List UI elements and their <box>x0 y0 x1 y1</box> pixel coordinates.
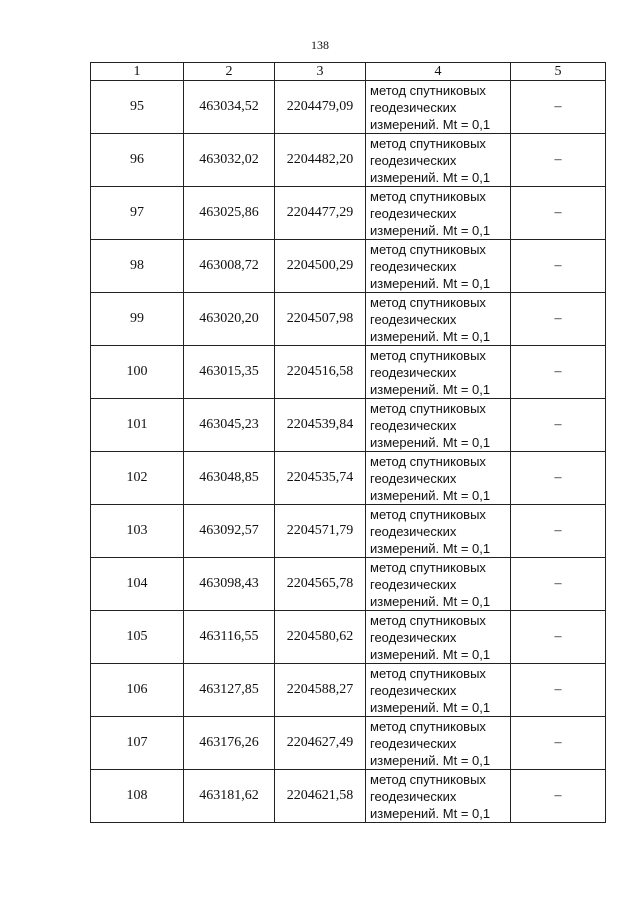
y-coordinate-cell: 2204565,78 <box>275 558 366 611</box>
x-coordinate-cell: 463034,52 <box>184 81 275 134</box>
method-cell: метод спутниковых геодезических измерений. Mt = 0,1 <box>366 134 511 187</box>
x-coordinate-cell: 463092,57 <box>184 505 275 558</box>
point-number-cell: 102 <box>91 452 184 505</box>
header-row <box>91 63 606 81</box>
point-number-cell: 108 <box>91 770 184 823</box>
method-cell: метод спутниковых геодезических измерений. Mt = 0,1 <box>366 346 511 399</box>
table-row <box>91 558 606 611</box>
table-row <box>91 452 606 505</box>
table-row <box>91 611 606 664</box>
x-coordinate-cell: 463048,85 <box>184 452 275 505</box>
x-coordinate-cell: 463098,43 <box>184 558 275 611</box>
y-coordinate-cell: 2204535,74 <box>275 452 366 505</box>
y-coordinate-cell: 2204588,27 <box>275 664 366 717</box>
x-coordinate-cell: 463127,85 <box>184 664 275 717</box>
note-cell: – <box>511 187 606 240</box>
method-cell: метод спутниковых геодезических измерений. Mt = 0,1 <box>366 452 511 505</box>
x-coordinate-cell: 463025,86 <box>184 187 275 240</box>
table-body <box>91 81 606 823</box>
point-number-cell: 96 <box>91 134 184 187</box>
method-cell: метод спутниковых геодезических измерений. Mt = 0,1 <box>366 505 511 558</box>
table-row <box>91 664 606 717</box>
note-cell: – <box>511 664 606 717</box>
y-coordinate-cell: 2204539,84 <box>275 399 366 452</box>
note-cell: – <box>511 558 606 611</box>
method-cell: метод спутниковых геодезических измерений. Mt = 0,1 <box>366 187 511 240</box>
method-cell: метод спутниковых геодезических измерений. Mt = 0,1 <box>366 770 511 823</box>
page-number: 138 <box>311 38 329 52</box>
x-coordinate-cell: 463020,20 <box>184 293 275 346</box>
y-coordinate-cell: 2204621,58 <box>275 770 366 823</box>
method-cell: метод спутниковых геодезических измерений. Mt = 0,1 <box>366 611 511 664</box>
y-coordinate-cell: 2204580,62 <box>275 611 366 664</box>
column-header-2: 2 <box>184 63 275 81</box>
x-coordinate-cell: 463015,35 <box>184 346 275 399</box>
method-cell: метод спутниковых геодезических измерений. Mt = 0,1 <box>366 664 511 717</box>
x-coordinate-cell: 463032,02 <box>184 134 275 187</box>
point-number-cell: 100 <box>91 346 184 399</box>
method-cell: метод спутниковых геодезических измерений. Mt = 0,1 <box>366 81 511 134</box>
method-cell: метод спутниковых геодезических измерений. Mt = 0,1 <box>366 399 511 452</box>
table-row <box>91 81 606 134</box>
table-row <box>91 187 606 240</box>
point-number-cell: 99 <box>91 293 184 346</box>
method-cell: метод спутниковых геодезических измерений. Mt = 0,1 <box>366 558 511 611</box>
coordinates-table <box>90 62 606 823</box>
table-row <box>91 717 606 770</box>
note-cell: – <box>511 452 606 505</box>
y-coordinate-cell: 2204477,29 <box>275 187 366 240</box>
note-cell: – <box>511 134 606 187</box>
table-row <box>91 505 606 558</box>
x-coordinate-cell: 463181,62 <box>184 770 275 823</box>
point-number-cell: 105 <box>91 611 184 664</box>
y-coordinate-cell: 2204479,09 <box>275 81 366 134</box>
point-number-cell: 104 <box>91 558 184 611</box>
method-cell: метод спутниковых геодезических измерений. Mt = 0,1 <box>366 240 511 293</box>
table-row <box>91 240 606 293</box>
note-cell: – <box>511 611 606 664</box>
y-coordinate-cell: 2204482,20 <box>275 134 366 187</box>
table-row <box>91 346 606 399</box>
point-number-cell: 106 <box>91 664 184 717</box>
column-header-3: 3 <box>275 63 366 81</box>
y-coordinate-cell: 2204627,49 <box>275 717 366 770</box>
table-row <box>91 134 606 187</box>
method-cell: метод спутниковых геодезических измерений. Mt = 0,1 <box>366 293 511 346</box>
column-header-1: 1 <box>91 63 184 81</box>
x-coordinate-cell: 463176,26 <box>184 717 275 770</box>
y-coordinate-cell: 2204571,79 <box>275 505 366 558</box>
point-number-cell: 107 <box>91 717 184 770</box>
point-number-cell: 95 <box>91 81 184 134</box>
x-coordinate-cell: 463116,55 <box>184 611 275 664</box>
note-cell: – <box>511 81 606 134</box>
column-header-5: 5 <box>511 63 606 81</box>
y-coordinate-cell: 2204516,58 <box>275 346 366 399</box>
point-number-cell: 98 <box>91 240 184 293</box>
note-cell: – <box>511 293 606 346</box>
x-coordinate-cell: 463008,72 <box>184 240 275 293</box>
note-cell: – <box>511 346 606 399</box>
y-coordinate-cell: 2204500,29 <box>275 240 366 293</box>
point-number-cell: 103 <box>91 505 184 558</box>
table-row <box>91 293 606 346</box>
note-cell: – <box>511 399 606 452</box>
point-number-cell: 101 <box>91 399 184 452</box>
note-cell: – <box>511 505 606 558</box>
x-coordinate-cell: 463045,23 <box>184 399 275 452</box>
table-row <box>91 770 606 823</box>
note-cell: – <box>511 770 606 823</box>
table-row <box>91 399 606 452</box>
note-cell: – <box>511 240 606 293</box>
column-header-4: 4 <box>366 63 511 81</box>
y-coordinate-cell: 2204507,98 <box>275 293 366 346</box>
note-cell: – <box>511 717 606 770</box>
method-cell: метод спутниковых геодезических измерений. Mt = 0,1 <box>366 717 511 770</box>
point-number-cell: 97 <box>91 187 184 240</box>
